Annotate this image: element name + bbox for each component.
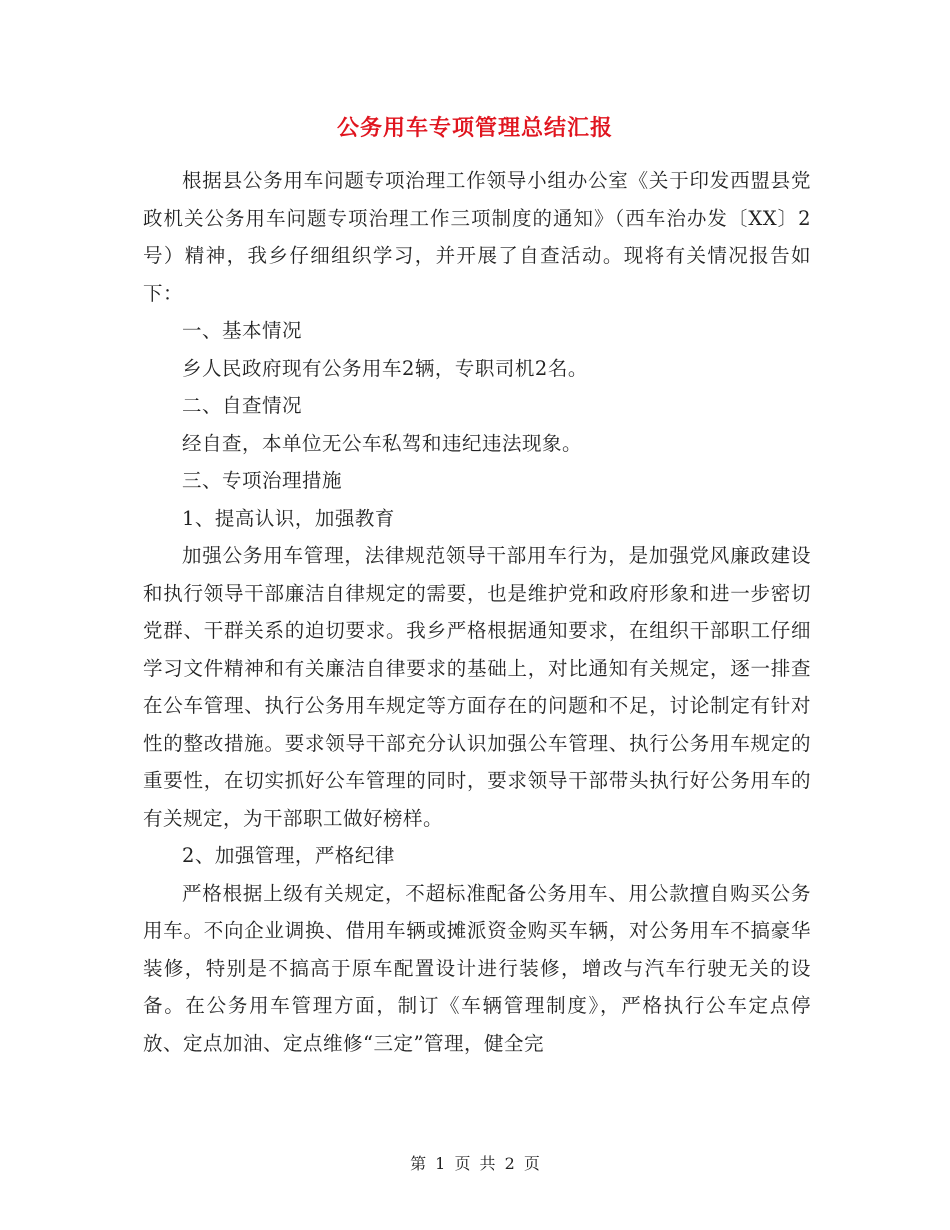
document-body [143,162,811,1062]
page-number: 第 1 页 共 2 页 [410,1154,540,1173]
heading-self-inspection: 二、自查情况 [182,394,303,417]
paragraph-management: 严格根据上级有关规定，不超标准配备公务用车、用公款擅自购买公务用车。不向企业调换、借用车辆或摊派资金购买车辆，对公务用车不搞豪华装修，特别是不搞高于原车配置设计进行装修，增改与汽车行驶无关的设备。在公务用车管理方面，制订《车辆管理制度》，严格执行公车定点停放、定点加油、定点维修“三定”管理，健全完 [143,881,811,1055]
heading-basic-situation: 一、基本情况 [182,319,303,342]
paragraph-basic-situation: 乡人民政府现有公务用车2辆，专职司机2名。 [182,356,588,380]
paragraph-self-inspection: 经自查，本单位无公车私驾和违纪违法现象。 [182,431,583,455]
document-title: 公务用车专项管理总结汇报 [336,115,613,141]
subheading-awareness: 1、提高认识，加强教育 [182,506,395,530]
paragraph-awareness: 加强公务用车管理，法律规范领导干部用车行为，是加强党风廉政建设和执行领导干部廉洁自律规定的需要，也是维护党和政府形象和进一步密切党群、干群关系的迫切要求。我乡严格根据通知要求，在组织干部职工仔细学习文件精神和有关廉洁自律要求的基础上，对比通知有关规定，逐一排查在公车管理、执行公务用车规定等方面存在的问题和不足，讨论制定有针对性的整改措施。要求领导干部充分认识加强公车管理、执行公务用车规定的重要性，在切实抓好公车管理的同时，要求领导干部带头执行好公务用车的有关规定，为干部职工做好榜样。 [143,544,811,830]
subheading-management: 2、加强管理，严格纪律 [182,844,395,867]
heading-measures: 三、专项治理措施 [182,469,343,492]
paragraph-intro: 根据县公务用车问题专项治理工作领导小组办公室《关于印发西盟县党政机关公务用车问题专项治理工作三项制度的通知》（西车治办发〔XX〕2号）精神，我乡仔细组织学习，并开展了自查活动。现将有关情况报告如下： [143,169,811,305]
